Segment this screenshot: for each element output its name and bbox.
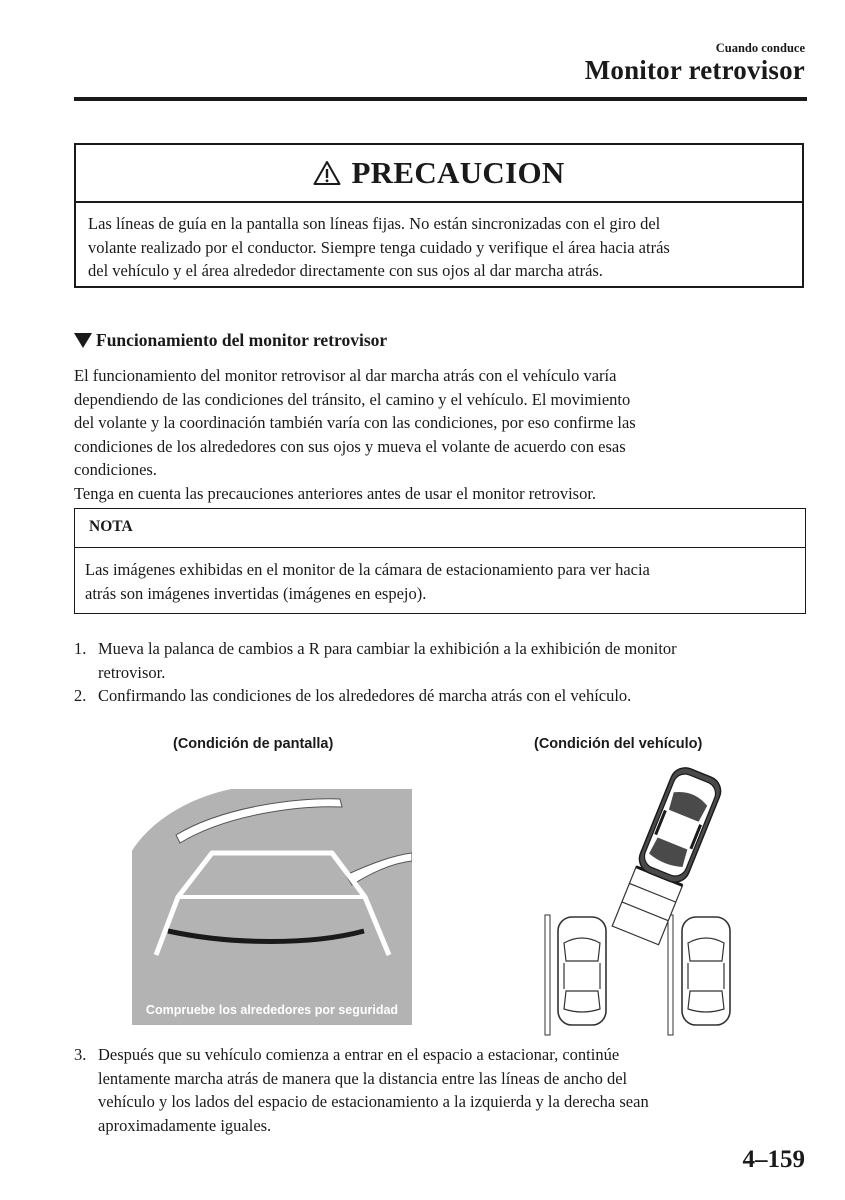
parked-car-left-icon [558,917,606,1025]
step-item [74,684,814,708]
caution-line: Las líneas de guía en la pantalla son líneas fijas. No están sincronizadas con el giro del [88,214,661,233]
down-triangle-icon [74,333,92,348]
step-number: 3. [74,1045,87,1064]
step-line: aproximadamente iguales. [98,1115,272,1135]
note-line: atrás son imágenes invertidas (imágenes en espejo). [85,583,427,603]
section-heading-text: Funcionamiento del monitor retrovisor [96,330,388,350]
screen-caption: Compruebe los alrededores por seguridad [145,1003,399,1017]
reversing-car-icon [635,765,725,887]
parking-vehicle-illustration [540,765,760,1040]
step-line: retrovisor. [98,662,166,682]
step-number: 1. [74,639,87,658]
section-heading [74,330,387,351]
vehicle-condition-label: (Condición del vehículo) [534,736,703,752]
note-header [75,509,805,548]
rear-camera-screen-illustration [132,789,412,1025]
caution-box [74,143,804,288]
step-line: lentamente marcha atrás de manera que la distancia entre las líneas de ancho del [98,1068,628,1088]
caution-line: volante realizado por el conductor. Siempre tenga cuidado y verifique el área hacia atrás [88,237,670,257]
step-item [74,637,814,684]
step-line: Confirmando las condiciones de los alrededores dé marcha atrás con el vehículo. [98,686,632,705]
parked-car-right-icon [682,917,730,1025]
body-line: condiciones. [74,460,157,479]
body-line: El funcionamiento del monitor retrovisor al dar marcha atrás con el vehículo varía [74,366,617,385]
running-header-section: Cuando conduce [715,41,805,55]
step-line: Mueva la palanca de cambios a R para cambiar la exhibición a la exhibición de monitor [98,639,677,658]
step-number: 2. [74,686,87,705]
step-line: vehículo y los lados del espacio de estacionamiento a la izquierda y la derecha sean [98,1092,649,1111]
page-number: 4–159 [742,1146,805,1173]
header-divider [74,97,807,101]
body-line: dependiendo de las condiciones del tránsito, el camino y el vehículo. El movimiento [74,389,631,409]
page-title: Monitor retrovisor [584,55,805,85]
section-body [74,364,814,505]
caution-text [88,212,790,283]
note-line: Las imágenes exhibidas en el monitor de la cámara de estacionamiento para ver hacia [85,560,650,579]
note-text [85,558,795,605]
caution-header [76,145,802,203]
steps-list-continued [74,1043,814,1137]
body-line: del volante y la coordinación también varía con las condiciones, por eso confirme las [74,413,636,432]
note-title: NOTA [89,518,133,535]
note-box [74,508,806,614]
body-line: condiciones de los alrededores con sus ojos y mueva el volante de acuerdo con esas [74,436,626,456]
screen-condition-label: (Condición de pantalla) [173,736,334,752]
body-line: Tenga en cuenta las precauciones anteriores antes de usar el monitor retrovisor. [74,483,597,503]
caution-line: del vehículo y el área alrededor directamente con sus ojos al dar marcha atrás. [88,261,603,280]
warning-triangle-icon [313,160,341,186]
steps-list [74,637,814,708]
step-item [74,1043,814,1137]
step-line: Después que su vehículo comienza a entrar en el espacio a estacionar, continúe [98,1045,620,1064]
caution-title: PRECAUCION [351,155,565,190]
